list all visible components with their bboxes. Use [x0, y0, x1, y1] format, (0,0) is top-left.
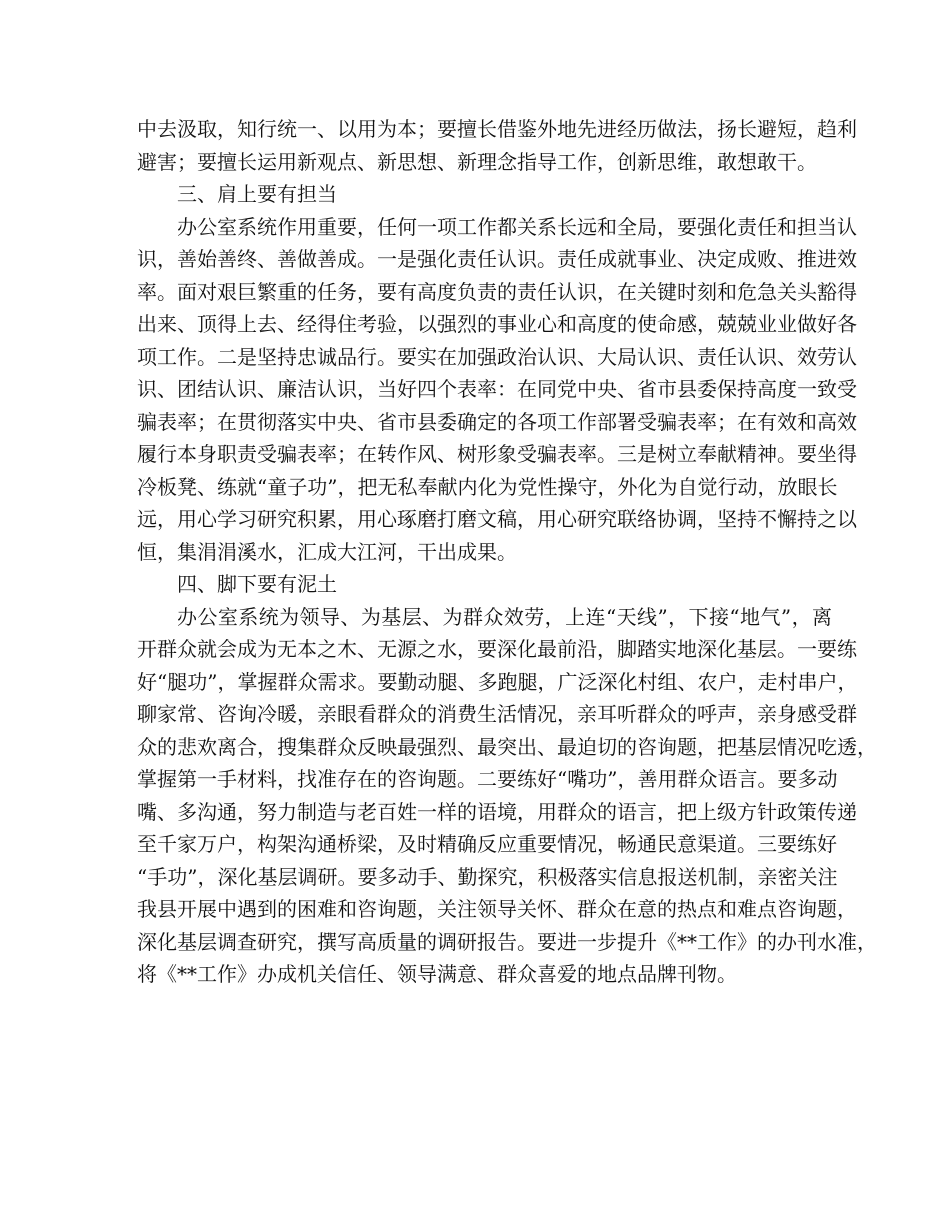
document-body — [137, 113, 877, 991]
text-line: 识、团结认识、廉洁认识，当好四个表率：在同党中央、省市县委保持高度一致受 — [137, 377, 857, 401]
text-line: 远，用心学习研究积累，用心琢磨打磨文稿，用心研究联络协调，坚持不懈持之以 — [137, 507, 857, 531]
text-line: 聊家常、咨询冷暖，亲眼看群众的消费生活情况，亲耳听群众的呼声，亲身感受群 — [137, 702, 857, 726]
text-line: 骗表率；在贯彻落实中央、省市县委确定的各项工作部署受骗表率；在有效和高效 — [137, 409, 857, 434]
section-heading: 三、肩上要有担当 — [177, 182, 337, 206]
text-line: 率。面对艰巨繁重的任务，要有高度负责的责任认识，在关键时刻和危急关头豁得 — [137, 279, 857, 304]
text-line: 开群众就会成为无本之木、无源之水，要深化最前沿，脚踏实地深化基层。一要练 — [137, 637, 857, 661]
text-line: 中去汲取，知行统一、以用为本；要擅长借鉴外地先进经历做法，扬长避短，趋利 — [137, 117, 857, 141]
text-line: 嘴、多沟通，努力制造与老百姓一样的语境，用群众的语言，把上级方针政策传递 — [137, 799, 857, 824]
text-line: 办公室系统为领导、为基层、为群众效劳，上连“天线”，下接“地气”，离 — [177, 604, 832, 629]
text-line: 我县开展中遇到的困难和咨询题，关注领导关怀、群众在意的热点和难点咨询题， — [137, 897, 857, 921]
text-line: 项工作。二是坚持忠诚品行。要实在加强政治认识、大局认识、责任认识、效劳认 — [137, 344, 857, 369]
text-line: 将《**工作》办成机关信任、领导满意、群众喜爱的地点品牌刊物。 — [137, 962, 737, 986]
text-line: 好“腿功”，掌握群众需求。要勤动腿、多跑腿，广泛深化村组、农户，走村串户， — [137, 669, 858, 694]
text-line: 众的悲欢离合，搜集群众反映最强烈、最突出、最迫切的咨询题，把基层情况吃透， — [137, 734, 877, 759]
text-line: 掌握第一手材料，找准存在的咨询题。二要练好“嘴功”，善用群众语言。要多动 — [137, 767, 838, 791]
text-line: “手功”，深化基层调研。要多动手、勤探究，积极落实信息报送机制，亲密关注 — [137, 864, 838, 889]
text-line: 办公室系统作用重要，任何一项工作都关系长远和全局，要强化责任和担当认 — [177, 214, 857, 239]
text-line: 出来、顶得上去、经得住考验，以强烈的事业心和高度的使命感，兢兢业业做好各 — [137, 312, 857, 336]
text-line: 履行本身职责受骗表率；在转作风、树形象受骗表率。三是树立奉献精神。要坐得 — [137, 442, 857, 466]
text-line: 避害；要擅长运用新观点、新思想、新理念指导工作，创新思维，敢想敢干。 — [137, 149, 817, 174]
text-line: 冷板凳、练就“童子功”，把无私奉献内化为党性操守，外化为自觉行动，放眼长 — [137, 474, 838, 499]
section-heading: 四、脚下要有泥土 — [177, 572, 337, 596]
text-line: 识，善始善终、善做善成。一是强化责任认识。责任成就事业、决定成败、推进效 — [137, 247, 857, 271]
text-line: 深化基层调查研究，撰写高质量的调研报告。要进一步提升《**工作》的办刊水准， — [137, 929, 877, 954]
text-line: 恒，集涓涓溪水，汇成大江河，干出成果。 — [137, 539, 517, 564]
text-line: 至千家万户，构架沟通桥梁，及时精确反应重要情况，畅通民意渠道。三要练好 — [137, 832, 837, 856]
